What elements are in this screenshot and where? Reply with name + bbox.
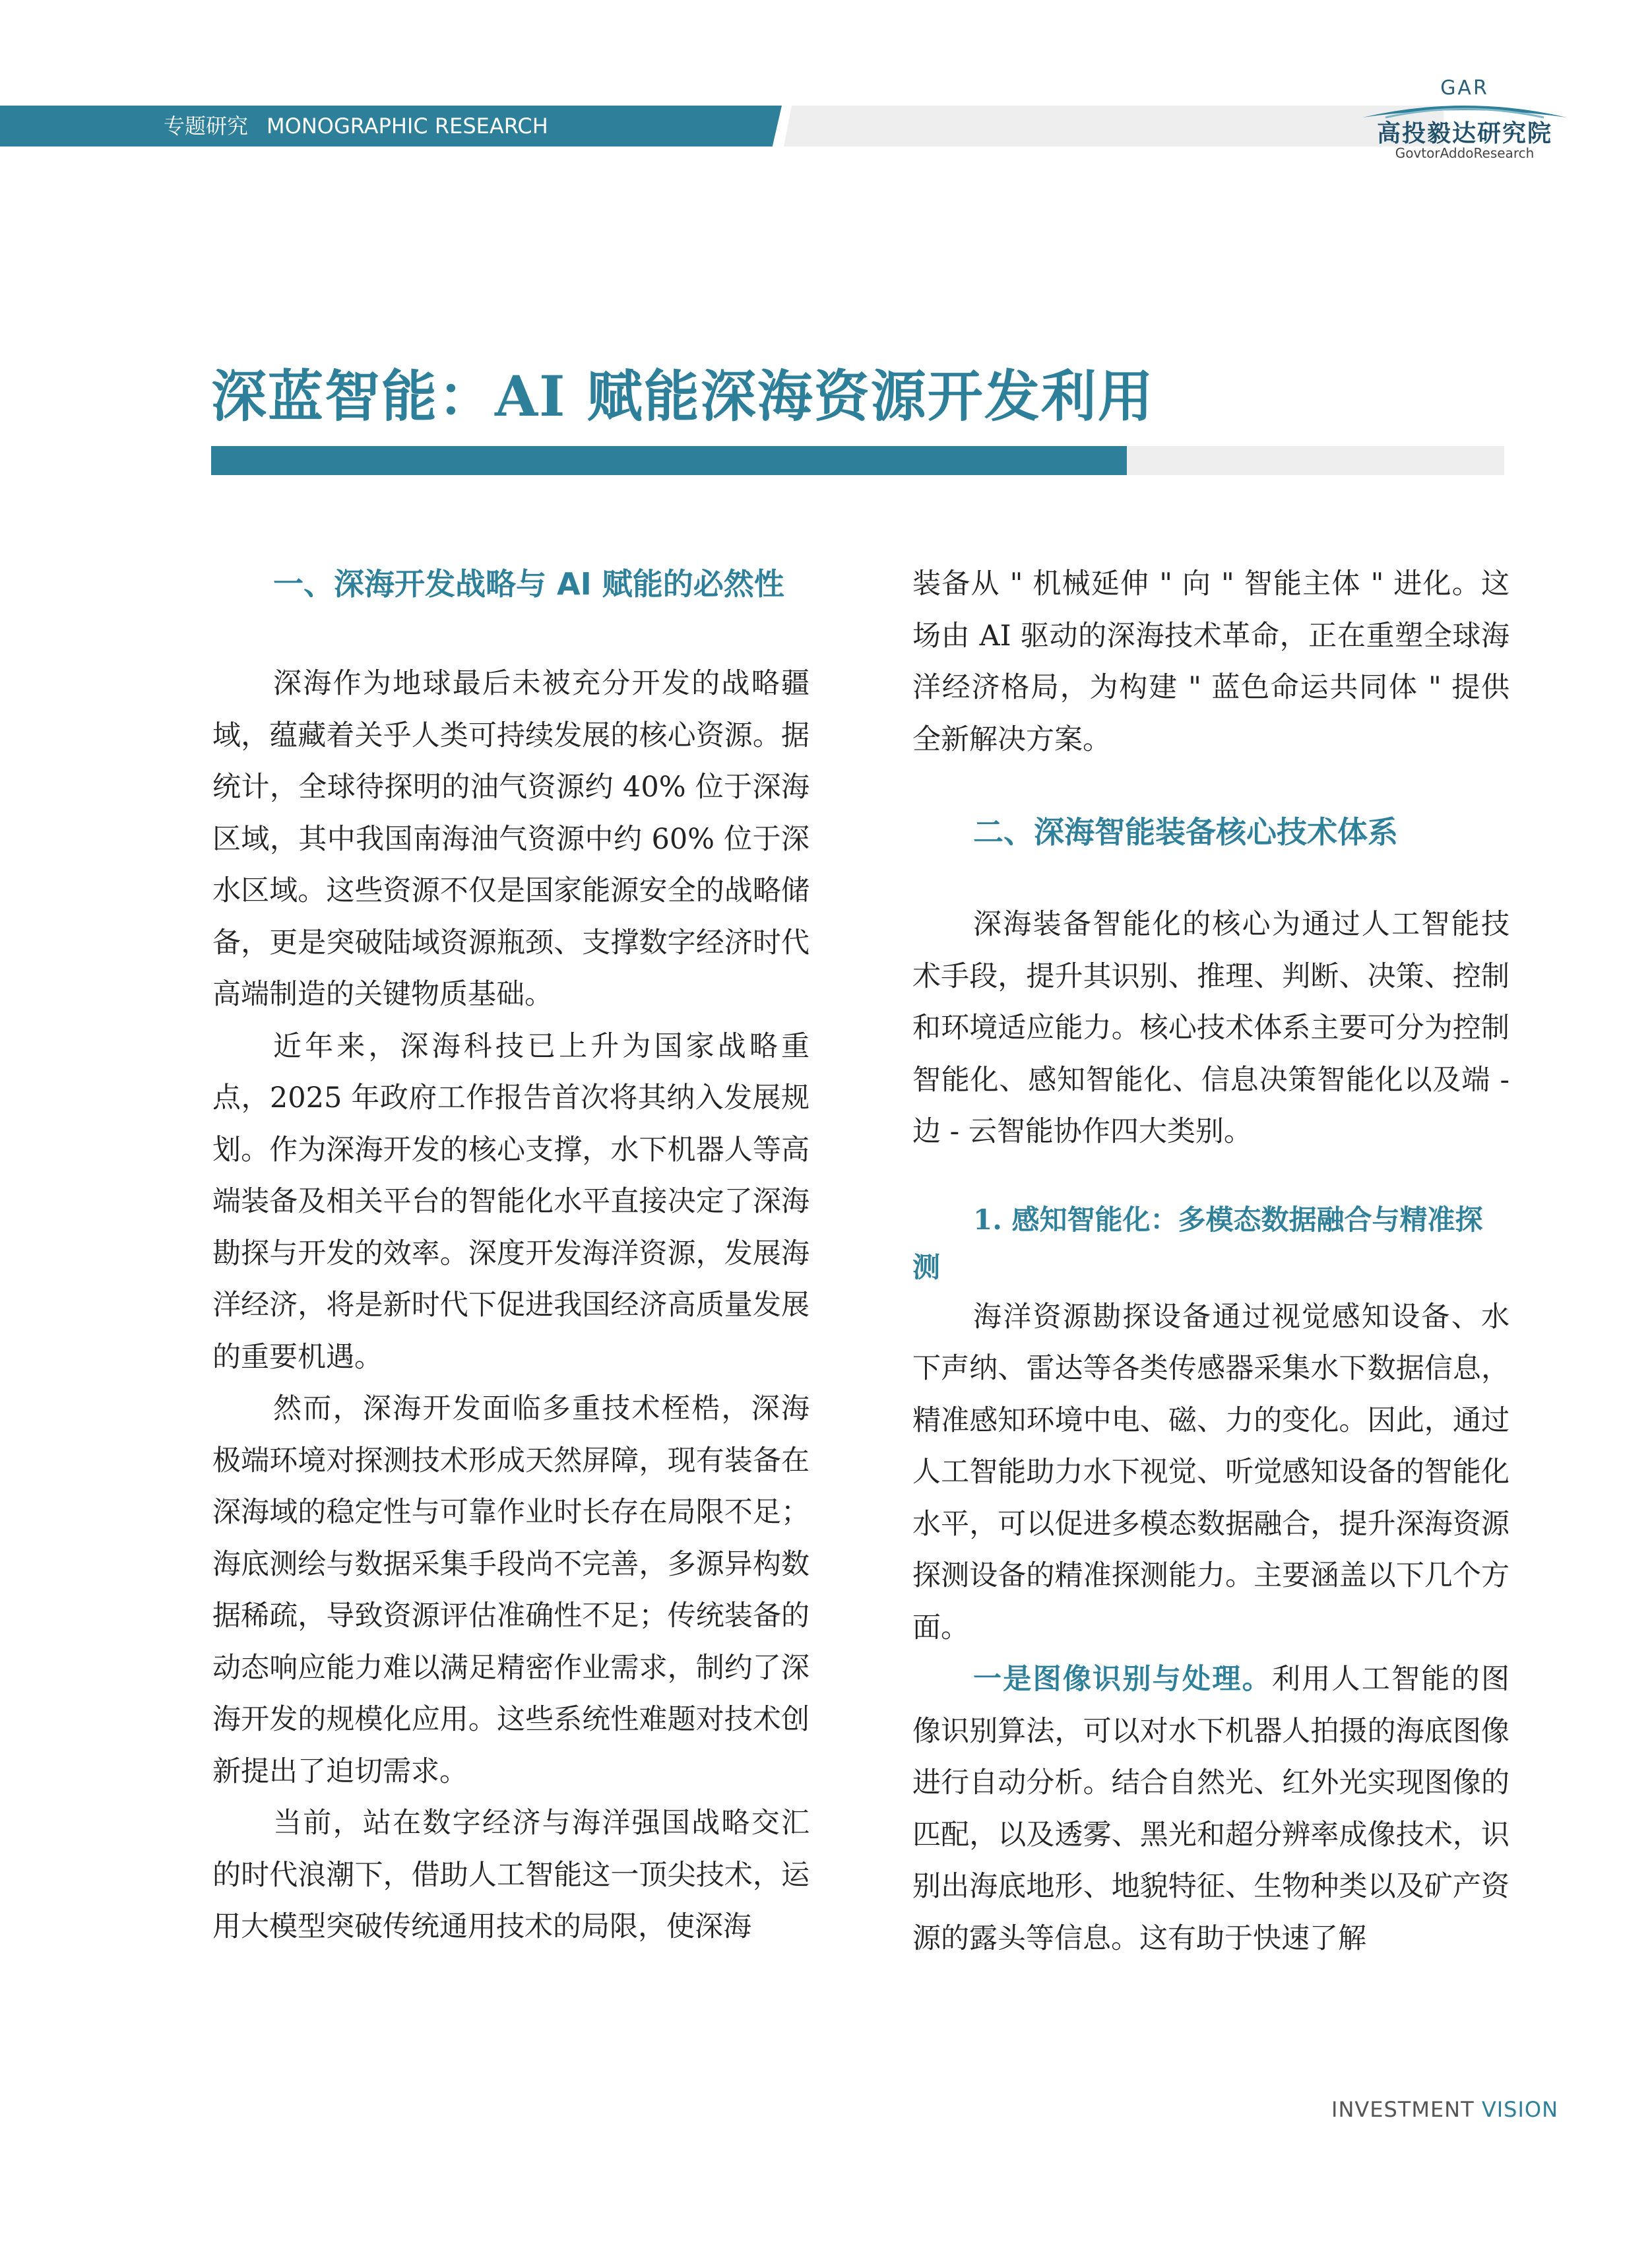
paragraph: 近年来，深海科技已上升为国家战略重点，2025 年政府工作报告首次将其纳入发展规划。作为深海开发的核心支撑，水下机器人等高端装备及相关平台的智能化水平直接决定了深海勘探与开发的效率。深度开发海洋资源，发展海洋经济，将是新时代下促进我国经济高质量发展的重要机遇。 (212, 1029, 810, 1374)
paragraph-continuation: 装备从 " 机械延伸 " 向 " 智能主体 " 进化。这场由 AI 驱动的深海技术革命，正在重塑全球海洋经济格局，为构建 " 蓝色命运共同体 " 提供全新解决方案。 (912, 567, 1509, 756)
left-column (212, 558, 810, 1953)
section-label-en: MONOGRAPHIC RESEARCH (267, 113, 548, 139)
header-band-light (784, 106, 1444, 146)
point-text: 利用人工智能的图像识别算法，可以对水下机器人拍摄的海底图像进行自动分析。结合自然光、红外光实现图像的匹配，以及透雾、黑光和超分辨率成像技术，识别出海底地形、地貌特征、生物种类以及矿产资源的露头等信息。这有助于快速了解 (912, 1663, 1510, 1955)
section-heading-2: 二、深海智能装备核心技术体系 (973, 814, 1398, 850)
gar-logo (1346, 74, 1583, 166)
paragraph: 深海作为地球最后未被充分开发的战略疆域，蕴藏着关乎人类可持续发展的核心资源。据统计，全球待探明的油气资源约 40% 位于深海区域，其中我国南海油气资源中约 60% 位于深水区域。这些资源不仅是国家能源安全的战略储备，更是突破陆域资源瓶颈、支撑数字经济时代高端制造的关键物质基础。 (212, 667, 810, 1011)
logo-abbr: GAR (1440, 77, 1489, 100)
section-heading-1: 一、深海开发战略与 AI 赋能的必然性 (273, 566, 784, 602)
paragraph-intro: 深海装备智能化的核心为通过人工智能技术手段，提升其识别、推理、判断、决策、控制和环境适应能力。核心技术体系主要可分为控制智能化、感知智能化、信息决策智能化以及端 - 边 - 云智能协作四大类别。 (912, 908, 1509, 1148)
paragraph-point-1 (912, 1654, 1509, 1964)
paragraph: 然而，深海开发面临多重技术桎梏，深海极端环境对探测技术形成天然屏障，现有装备在深海域的稳定性与可靠作业时长存在局限不足；海底测绘与数据采集手段尚不完善，多源异构数据稀疏，导致资源评估准确性不足；传统装备的动态响应能力难以满足精密作业需求，制约了深海开发的规模化应用。这些系统性难题对技术创新提出了迫切需求。 (212, 1392, 810, 1788)
title-underline-bar (211, 446, 1504, 475)
footer-word-1: INVESTMENT (1331, 2097, 1475, 2122)
title-underline-fill (211, 446, 1127, 475)
footer-word-2: VISION (1481, 2097, 1559, 2122)
paragraph: 当前，站在数字经济与海洋强国战略交汇的时代浪潮下，借助人工智能这一顶尖技术，运用大模型突破传统通用技术的局限，使深海 (212, 1807, 810, 1943)
page-title: 深蓝智能：AI 赋能深海资源开发利用 (211, 364, 1155, 430)
footer-brand (1331, 2097, 1558, 2122)
logo-name-cn: 高投毅达研究院 (1376, 120, 1552, 147)
paragraph: 海洋资源勘探设备通过视觉感知设备、水下声纳、雷达等各类传感器采集水下数据信息，精准感知环境中电、磁、力的变化。因此，通过人工智能助力水下视觉、听觉感知设备的智能化水平，可以促进多模态数据融合，提升深海资源探测设备的精准探测能力。主要涵盖以下几个方面。 (912, 1300, 1509, 1644)
section-label (164, 106, 548, 146)
logo-name-en: GovtorAddoResearch (1395, 145, 1535, 161)
point-lead: 一是图像识别与处理。 (973, 1663, 1272, 1696)
subsection-heading-1: 1. 感知智能化：多模态数据融合与精准探测 (912, 1203, 1483, 1283)
right-column (912, 558, 1509, 1964)
section-label-cn: 专题研究 (164, 113, 249, 139)
